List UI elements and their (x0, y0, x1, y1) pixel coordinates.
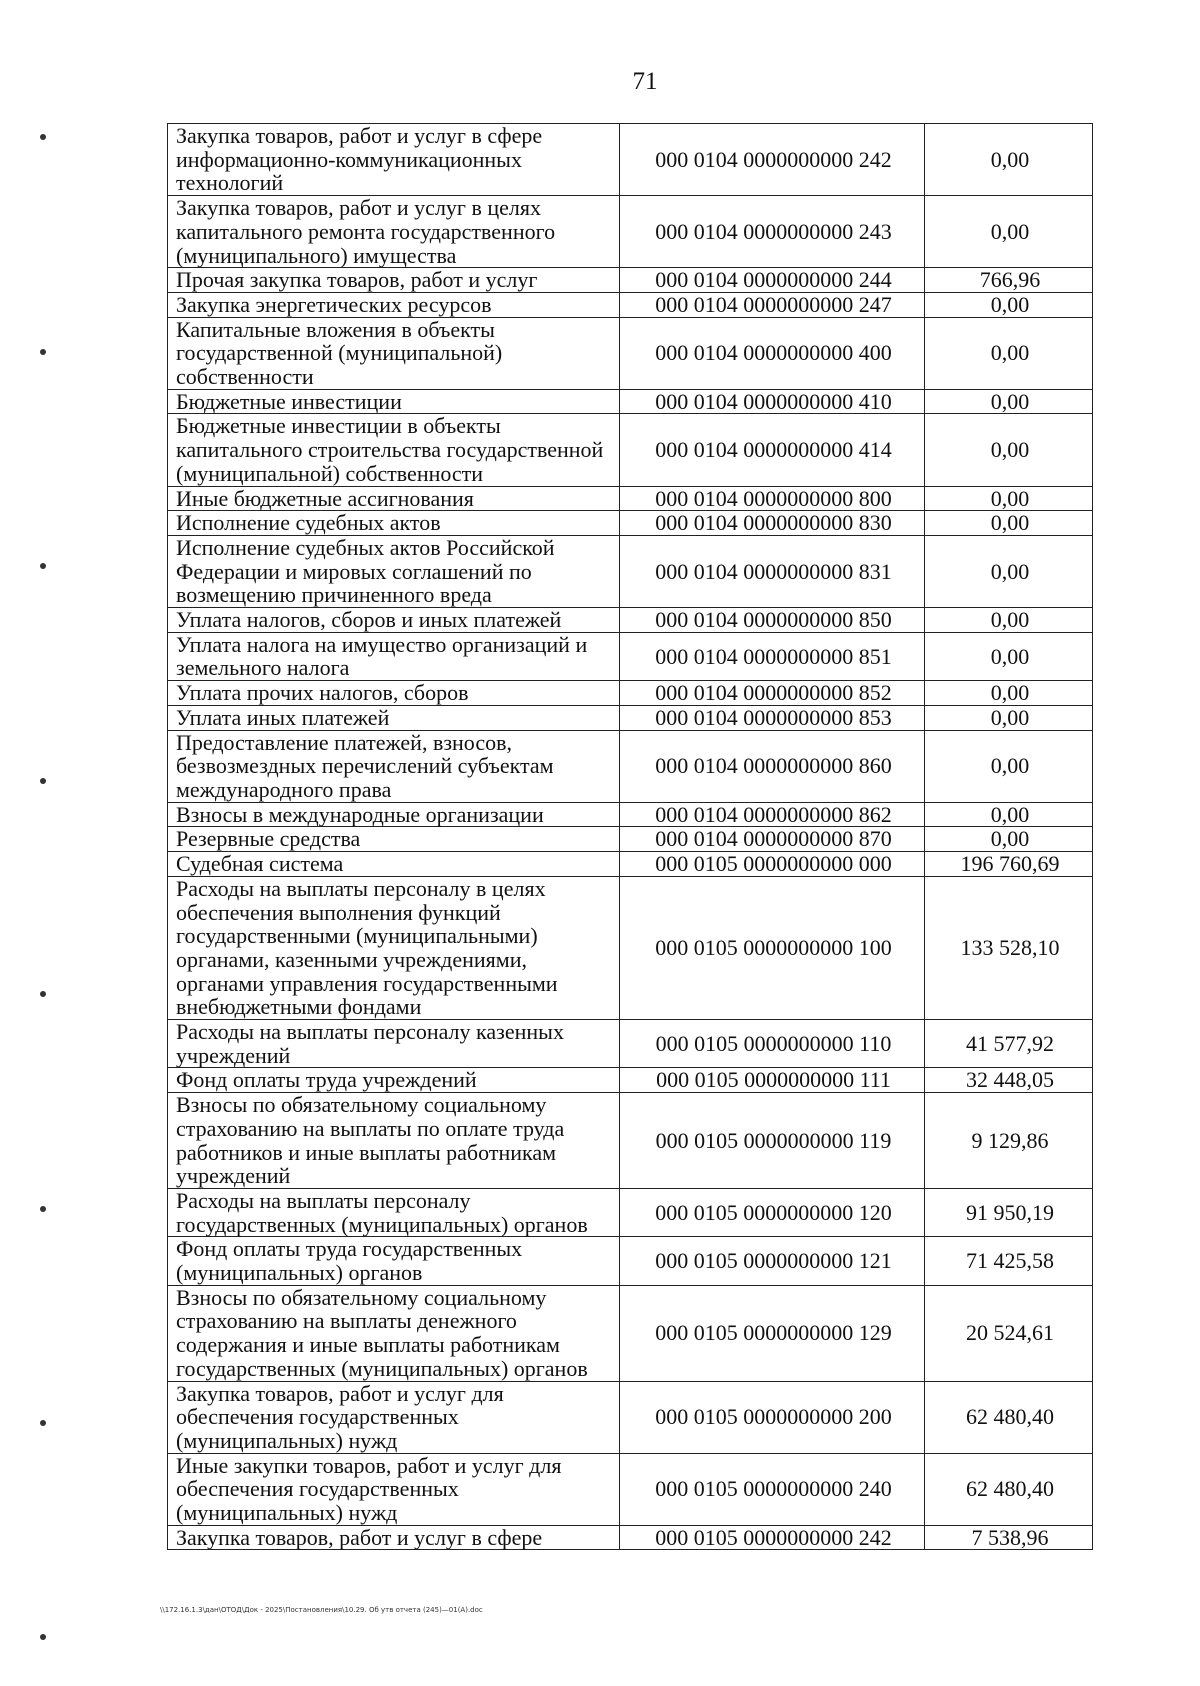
row-value-cell: 0,00 (925, 681, 1093, 706)
margin-dot (40, 778, 46, 784)
row-code-cell: 000 0104 0000000000 860 (620, 730, 925, 802)
row-name-cell: Взносы по обязательному социальному страхованию на выплаты денежного содержания и иные выплаты работникам государственных (муниципальных) органов (168, 1285, 620, 1381)
row-value-cell: 7 538,96 (925, 1525, 1093, 1550)
row-value-cell: 0,00 (925, 317, 1093, 389)
table-row (168, 414, 1093, 486)
row-code-cell: 000 0105 0000000000 110 (620, 1020, 925, 1068)
row-name-cell: Капитальные вложения в объекты государственной (муниципальной) собственности (168, 317, 620, 389)
margin-dot (40, 1206, 46, 1212)
row-value-cell: 0,00 (925, 730, 1093, 802)
table-row (168, 292, 1093, 317)
row-name-cell: Фонд оплаты труда государственных (муниципальных) органов (168, 1237, 620, 1285)
row-name-cell: Уплата налога на имущество организаций и земельного налога (168, 632, 620, 680)
table-row (168, 124, 1093, 196)
row-value-cell: 0,00 (925, 292, 1093, 317)
row-code-cell: 000 0104 0000000000 800 (620, 486, 925, 511)
table-row (168, 317, 1093, 389)
row-value-cell: 0,00 (925, 414, 1093, 486)
table-row (168, 827, 1093, 852)
table-row (168, 486, 1093, 511)
row-name-cell: Резервные средства (168, 827, 620, 852)
row-code-cell: 000 0105 0000000000 129 (620, 1285, 925, 1381)
row-value-cell: 9 129,86 (925, 1093, 1093, 1189)
row-value-cell: 133 528,10 (925, 876, 1093, 1019)
row-name-cell: Судебная система (168, 852, 620, 877)
row-code-cell: 000 0105 0000000000 100 (620, 876, 925, 1019)
margin-dot (40, 349, 46, 355)
row-value-cell: 0,00 (925, 705, 1093, 730)
row-name-cell: Расходы на выплаты персоналу в целях обеспечения выполнения функций государственными (муниципальными) органами, казенными учреждениями, органами управления государственными внебюджетными фондами (168, 876, 620, 1019)
row-value-cell: 0,00 (925, 827, 1093, 852)
row-name-cell: Прочая закупка товаров, работ и услуг (168, 268, 620, 293)
table-row (168, 1381, 1093, 1453)
row-code-cell: 000 0104 0000000000 831 (620, 535, 925, 607)
budget-table (167, 123, 1093, 1550)
row-name-cell: Иные бюджетные ассигнования (168, 486, 620, 511)
table-row (168, 705, 1093, 730)
row-code-cell: 000 0104 0000000000 247 (620, 292, 925, 317)
row-name-cell: Уплата прочих налогов, сборов (168, 681, 620, 706)
row-code-cell: 000 0104 0000000000 242 (620, 124, 925, 196)
row-name-cell: Расходы на выплаты персоналу казенных учреждений (168, 1020, 620, 1068)
table-row (168, 511, 1093, 536)
row-value-cell: 766,96 (925, 268, 1093, 293)
row-value-cell: 62 480,40 (925, 1453, 1093, 1525)
row-code-cell: 000 0104 0000000000 851 (620, 632, 925, 680)
row-value-cell: 0,00 (925, 124, 1093, 196)
row-name-cell: Бюджетные инвестиции (168, 389, 620, 414)
row-name-cell: Взносы по обязательному социальному страхованию на выплаты по оплате труда работников и иные выплаты работникам учреждений (168, 1093, 620, 1189)
table-row (168, 268, 1093, 293)
row-code-cell: 000 0105 0000000000 111 (620, 1068, 925, 1093)
row-name-cell: Уплата иных платежей (168, 705, 620, 730)
row-value-cell: 91 950,19 (925, 1188, 1093, 1236)
row-value-cell: 0,00 (925, 802, 1093, 827)
row-value-cell: 0,00 (925, 196, 1093, 268)
row-value-cell: 0,00 (925, 389, 1093, 414)
row-code-cell: 000 0104 0000000000 414 (620, 414, 925, 486)
row-value-cell: 62 480,40 (925, 1381, 1093, 1453)
row-name-cell: Иные закупки товаров, работ и услуг для обеспечения государственных (муниципальных) нужд (168, 1453, 620, 1525)
table-row (168, 730, 1093, 802)
row-value-cell: 32 448,05 (925, 1068, 1093, 1093)
row-value-cell: 41 577,92 (925, 1020, 1093, 1068)
row-code-cell: 000 0104 0000000000 400 (620, 317, 925, 389)
margin-dot (40, 1634, 46, 1640)
row-code-cell: 000 0104 0000000000 870 (620, 827, 925, 852)
table-row (168, 1525, 1093, 1550)
page-number: 71 (632, 68, 658, 95)
row-name-cell: Уплата налогов, сборов и иных платежей (168, 608, 620, 633)
row-name-cell: Взносы в международные организации (168, 802, 620, 827)
row-code-cell: 000 0104 0000000000 862 (620, 802, 925, 827)
table-row (168, 852, 1093, 877)
margin-dot (40, 563, 46, 569)
table-row (168, 1068, 1093, 1093)
table-row (168, 1093, 1093, 1189)
row-name-cell: Исполнение судебных актов (168, 511, 620, 536)
margin-dot (40, 1420, 46, 1426)
row-code-cell: 000 0104 0000000000 852 (620, 681, 925, 706)
row-name-cell: Закупка товаров, работ и услуг в сфере (168, 1525, 620, 1550)
row-name-cell: Закупка товаров, работ и услуг для обеспечения государственных (муниципальных) нужд (168, 1381, 620, 1453)
row-value-cell: 0,00 (925, 632, 1093, 680)
row-name-cell: Исполнение судебных актов Российской Федерации и мировых соглашений по возмещению причиненного вреда (168, 535, 620, 607)
row-value-cell: 0,00 (925, 535, 1093, 607)
table-row (168, 1020, 1093, 1068)
row-value-cell: 0,00 (925, 511, 1093, 536)
table-row (168, 802, 1093, 827)
table-row (168, 876, 1093, 1019)
row-code-cell: 000 0104 0000000000 830 (620, 511, 925, 536)
row-name-cell: Закупка энергетических ресурсов (168, 292, 620, 317)
table-row (168, 196, 1093, 268)
row-code-cell: 000 0105 0000000000 240 (620, 1453, 925, 1525)
row-value-cell: 0,00 (925, 608, 1093, 633)
row-name-cell: Бюджетные инвестиции в объекты капитального строительства государственной (муниципальной) собственности (168, 414, 620, 486)
row-value-cell: 71 425,58 (925, 1237, 1093, 1285)
table-row (168, 681, 1093, 706)
row-name-cell: Расходы на выплаты персоналу государственных (муниципальных) органов (168, 1188, 620, 1236)
row-code-cell: 000 0105 0000000000 120 (620, 1188, 925, 1236)
row-value-cell: 0,00 (925, 486, 1093, 511)
row-name-cell: Предоставление платежей, взносов, безвозмездных перечислений субъектам международного права (168, 730, 620, 802)
row-value-cell: 20 524,61 (925, 1285, 1093, 1381)
table-row (168, 535, 1093, 607)
row-code-cell: 000 0105 0000000000 242 (620, 1525, 925, 1550)
table-row (168, 1453, 1093, 1525)
table-row (168, 608, 1093, 633)
row-code-cell: 000 0104 0000000000 410 (620, 389, 925, 414)
table-row (168, 632, 1093, 680)
table-row (168, 1188, 1093, 1236)
margin-dot (40, 991, 46, 997)
table-row (168, 389, 1093, 414)
table-row (168, 1237, 1093, 1285)
row-code-cell: 000 0104 0000000000 850 (620, 608, 925, 633)
row-name-cell: Закупка товаров, работ и услуг в целях капитального ремонта государственного (муниципального) имущества (168, 196, 620, 268)
table-row (168, 1285, 1093, 1381)
row-name-cell: Фонд оплаты труда учреждений (168, 1068, 620, 1093)
row-code-cell: 000 0104 0000000000 244 (620, 268, 925, 293)
row-code-cell: 000 0105 0000000000 000 (620, 852, 925, 877)
file-path-footer: \\172.16.1.3\дан\ОТОД\Док - 2025\Постановления\10.29. Об утв отчета (245)—01(А).doc (160, 1606, 483, 1614)
row-code-cell: 000 0104 0000000000 853 (620, 705, 925, 730)
margin-dot (40, 134, 46, 140)
row-value-cell: 196 760,69 (925, 852, 1093, 877)
row-code-cell: 000 0105 0000000000 121 (620, 1237, 925, 1285)
row-code-cell: 000 0104 0000000000 243 (620, 196, 925, 268)
row-code-cell: 000 0105 0000000000 200 (620, 1381, 925, 1453)
row-code-cell: 000 0105 0000000000 119 (620, 1093, 925, 1189)
row-name-cell: Закупка товаров, работ и услуг в сфере информационно-коммуникационных технологий (168, 124, 620, 196)
